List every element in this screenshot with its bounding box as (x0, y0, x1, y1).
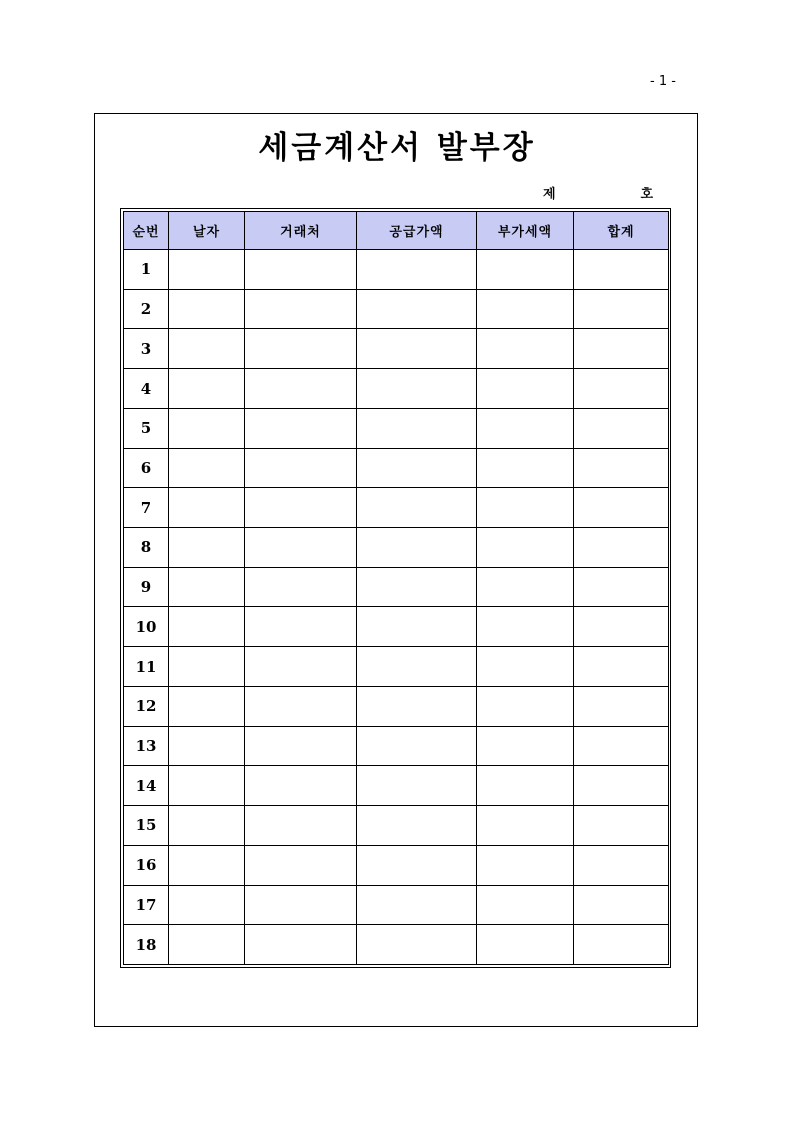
client-cell[interactable] (245, 885, 357, 925)
header-vat-amount: 부가세액 (477, 212, 574, 250)
table-row (124, 408, 669, 448)
date-cell[interactable] (169, 607, 245, 647)
ledger-table (123, 211, 669, 965)
total-cell[interactable] (574, 369, 669, 409)
date-cell[interactable] (169, 925, 245, 965)
table-row (124, 488, 669, 528)
supply-amount-cell[interactable] (357, 845, 477, 885)
date-cell[interactable] (169, 408, 245, 448)
sequence-cell: 5 (124, 408, 169, 448)
vat-amount-cell[interactable] (477, 726, 574, 766)
header-total: 합계 (574, 212, 669, 250)
sequence-cell: 18 (124, 925, 169, 965)
sequence-cell: 12 (124, 686, 169, 726)
supply-amount-cell[interactable] (357, 647, 477, 687)
total-cell[interactable] (574, 528, 669, 568)
supply-amount-cell[interactable] (357, 925, 477, 965)
date-cell[interactable] (169, 845, 245, 885)
vat-amount-cell[interactable] (477, 607, 574, 647)
client-cell[interactable] (245, 686, 357, 726)
date-cell[interactable] (169, 329, 245, 369)
vat-amount-cell[interactable] (477, 766, 574, 806)
date-cell[interactable] (169, 488, 245, 528)
vat-amount-cell[interactable] (477, 250, 574, 290)
supply-amount-cell[interactable] (357, 686, 477, 726)
date-cell[interactable] (169, 250, 245, 290)
table-row (124, 925, 669, 965)
sequence-cell: 15 (124, 806, 169, 846)
sequence-cell: 8 (124, 528, 169, 568)
vat-amount-cell[interactable] (477, 686, 574, 726)
table-row (124, 329, 669, 369)
total-cell[interactable] (574, 726, 669, 766)
supply-amount-cell[interactable] (357, 885, 477, 925)
client-cell[interactable] (245, 369, 357, 409)
table-row (124, 607, 669, 647)
client-cell[interactable] (245, 448, 357, 488)
supply-amount-cell[interactable] (357, 488, 477, 528)
document-title: 세금계산서 발부장 (258, 130, 536, 166)
vat-amount-cell[interactable] (477, 925, 574, 965)
header-sequence: 순번 (124, 212, 169, 250)
table-row (124, 369, 669, 409)
document-number-suffix: 호 (640, 187, 653, 202)
total-cell[interactable] (574, 845, 669, 885)
header-date: 날자 (169, 212, 245, 250)
supply-amount-cell[interactable] (357, 766, 477, 806)
date-cell[interactable] (169, 289, 245, 329)
total-cell[interactable] (574, 488, 669, 528)
date-cell[interactable] (169, 766, 245, 806)
vat-amount-cell[interactable] (477, 528, 574, 568)
total-cell[interactable] (574, 647, 669, 687)
client-cell[interactable] (245, 329, 357, 369)
supply-amount-cell[interactable] (357, 289, 477, 329)
sequence-cell: 11 (124, 647, 169, 687)
document-number-field (543, 183, 653, 203)
header-supply-amount: 공급가액 (357, 212, 477, 250)
date-cell[interactable] (169, 448, 245, 488)
supply-amount-cell[interactable] (357, 250, 477, 290)
table-row (124, 448, 669, 488)
client-cell[interactable] (245, 488, 357, 528)
table-row (124, 528, 669, 568)
vat-amount-cell[interactable] (477, 369, 574, 409)
sequence-cell: 17 (124, 885, 169, 925)
header-client: 거래처 (245, 212, 357, 250)
client-cell[interactable] (245, 289, 357, 329)
table-row (124, 845, 669, 885)
table-row (124, 567, 669, 607)
supply-amount-cell[interactable] (357, 369, 477, 409)
supply-amount-cell[interactable] (357, 528, 477, 568)
sequence-cell: 2 (124, 289, 169, 329)
vat-amount-cell[interactable] (477, 448, 574, 488)
total-cell[interactable] (574, 607, 669, 647)
vat-amount-cell[interactable] (477, 845, 574, 885)
total-cell[interactable] (574, 885, 669, 925)
vat-amount-cell[interactable] (477, 806, 574, 846)
client-cell[interactable] (245, 806, 357, 846)
sequence-cell: 14 (124, 766, 169, 806)
client-cell[interactable] (245, 726, 357, 766)
document-number-prefix: 제 (543, 187, 556, 202)
client-cell[interactable] (245, 766, 357, 806)
client-cell[interactable] (245, 607, 357, 647)
table-row (124, 686, 669, 726)
table-row (124, 885, 669, 925)
vat-amount-cell[interactable] (477, 647, 574, 687)
client-cell[interactable] (245, 528, 357, 568)
sequence-cell: 9 (124, 567, 169, 607)
client-cell[interactable] (245, 408, 357, 448)
sequence-cell: 4 (124, 369, 169, 409)
total-cell[interactable] (574, 806, 669, 846)
total-cell[interactable] (574, 329, 669, 369)
sequence-cell: 10 (124, 607, 169, 647)
header-row (124, 212, 669, 250)
date-cell[interactable] (169, 528, 245, 568)
page-number: - 1 - (650, 74, 676, 89)
client-cell[interactable] (245, 250, 357, 290)
supply-amount-cell[interactable] (357, 607, 477, 647)
date-cell[interactable] (169, 567, 245, 607)
date-cell[interactable] (169, 647, 245, 687)
date-cell[interactable] (169, 686, 245, 726)
sequence-cell: 7 (124, 488, 169, 528)
vat-amount-cell[interactable] (477, 408, 574, 448)
supply-amount-cell[interactable] (357, 329, 477, 369)
client-cell[interactable] (245, 925, 357, 965)
ledger-table-border (120, 208, 671, 968)
total-cell[interactable] (574, 448, 669, 488)
vat-amount-cell[interactable] (477, 885, 574, 925)
table-row (124, 250, 669, 290)
total-cell[interactable] (574, 766, 669, 806)
supply-amount-cell[interactable] (357, 726, 477, 766)
date-cell[interactable] (169, 369, 245, 409)
table-row (124, 766, 669, 806)
client-cell[interactable] (245, 845, 357, 885)
date-cell[interactable] (169, 726, 245, 766)
sequence-cell: 1 (124, 250, 169, 290)
table-row (124, 806, 669, 846)
supply-amount-cell[interactable] (357, 408, 477, 448)
sequence-cell: 6 (124, 448, 169, 488)
table-row (124, 647, 669, 687)
sequence-cell: 16 (124, 845, 169, 885)
client-cell[interactable] (245, 647, 357, 687)
supply-amount-cell[interactable] (357, 806, 477, 846)
total-cell[interactable] (574, 250, 669, 290)
vat-amount-cell[interactable] (477, 567, 574, 607)
sequence-cell: 3 (124, 329, 169, 369)
total-cell[interactable] (574, 289, 669, 329)
vat-amount-cell[interactable] (477, 329, 574, 369)
sequence-cell: 13 (124, 726, 169, 766)
client-cell[interactable] (245, 567, 357, 607)
supply-amount-cell[interactable] (357, 567, 477, 607)
supply-amount-cell[interactable] (357, 448, 477, 488)
total-cell[interactable] (574, 567, 669, 607)
vat-amount-cell[interactable] (477, 289, 574, 329)
total-cell[interactable] (574, 686, 669, 726)
table-row (124, 289, 669, 329)
table-row (124, 726, 669, 766)
date-cell[interactable] (169, 885, 245, 925)
total-cell[interactable] (574, 408, 669, 448)
date-cell[interactable] (169, 806, 245, 846)
total-cell[interactable] (574, 925, 669, 965)
vat-amount-cell[interactable] (477, 488, 574, 528)
